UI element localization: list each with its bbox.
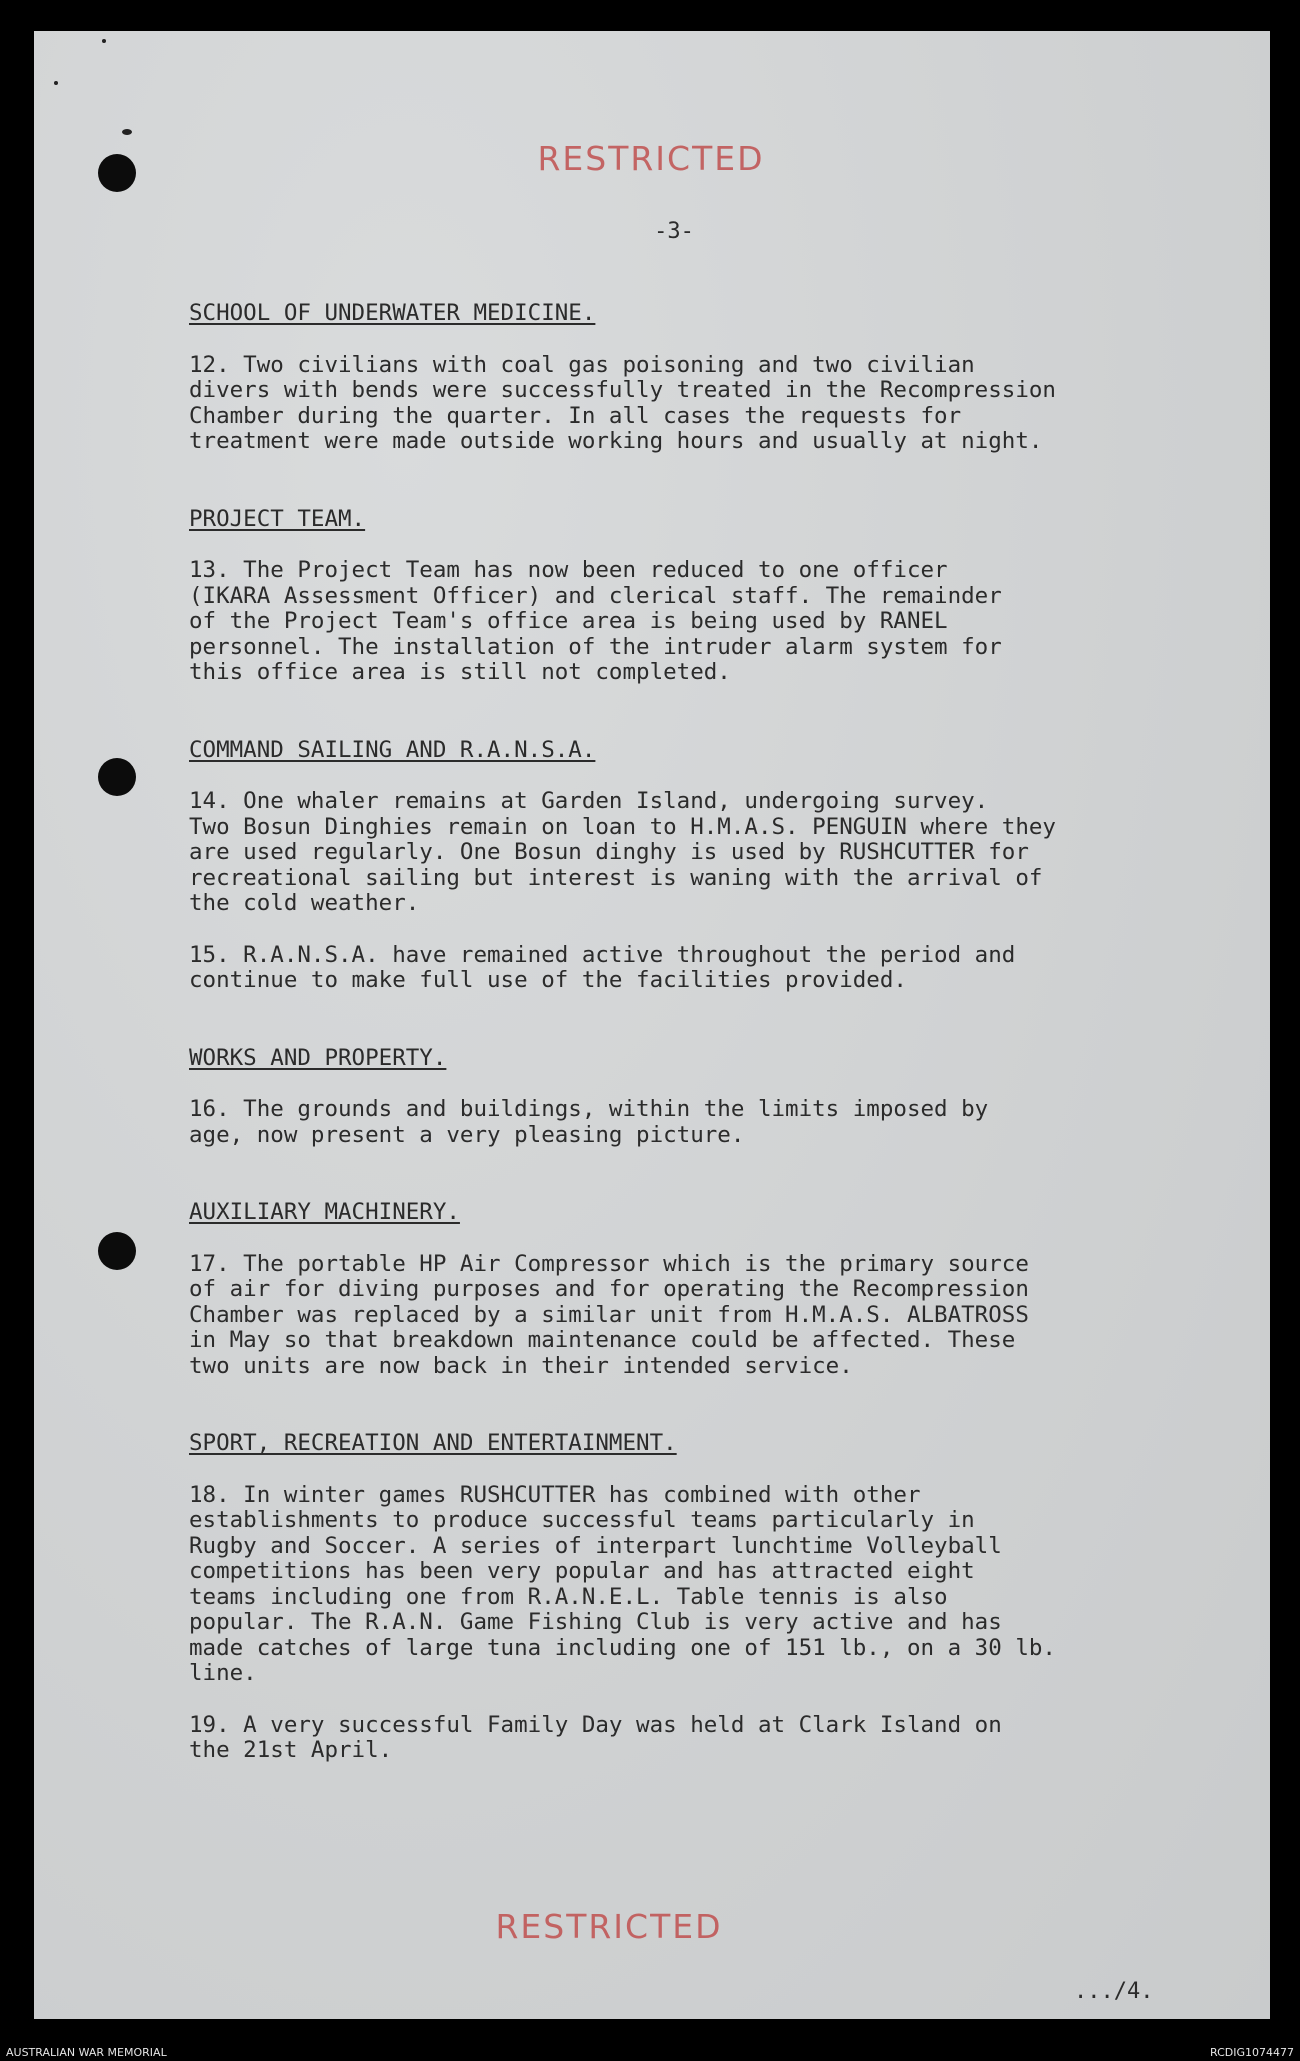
punch-hole bbox=[98, 758, 136, 796]
archive-credit: AUSTRALIAN WAR MEMORIAL bbox=[6, 2046, 167, 2059]
paragraph: 19. A very successful Family Day was held at Clark Island on the 21st April. bbox=[189, 1711, 1002, 1763]
section bbox=[189, 1431, 1189, 1764]
paragraph: 14. One whaler remains at Garden Island, undergoing survey. Two Bosun Dinghies remain on loan to H.M.A.S. PENGUIN where they are used regularly. One Bosun dinghy is used by RUSHCUTTER for recreational sailing but interest is waning with the arrival of the cold weather. bbox=[189, 788, 1056, 916]
section-heading: AUXILIARY MACHINERY. bbox=[189, 1199, 460, 1225]
page-number: -3- bbox=[654, 219, 694, 244]
paragraph: 15. R.A.N.S.A. have remained active throughout the period and continue to make full use of the facilities provided. bbox=[189, 941, 1016, 993]
continuation-marker: .../4. bbox=[1074, 1979, 1154, 2004]
section-heading: PROJECT TEAM. bbox=[189, 505, 366, 532]
document-body bbox=[189, 301, 1189, 1764]
section-heading: WORKS AND PROPERTY. bbox=[189, 1044, 447, 1071]
section bbox=[189, 738, 1189, 994]
section bbox=[189, 1046, 1189, 1149]
paragraph: 13. The Project Team has now been reduced to one officer (IKARA Assessment Officer) and clerical staff. The remainder of the Project Team's office area is being used by RANEL personnel. The installation of the intruder alarm system for this office area is still not completed. bbox=[189, 557, 1002, 685]
archive-id: RCDIG1074477 bbox=[1209, 2046, 1294, 2059]
document-page bbox=[34, 31, 1270, 2019]
paragraph: 17. The portable HP Air Compressor which is the primary source of air for diving purposes and for operating the Recompression Chamber was replaced by a similar unit from H.M.A.S. ALBATROSS in May so that breakdown maintenance could be affected. These two units are now back in their intended service. bbox=[189, 1250, 1029, 1379]
section bbox=[189, 507, 1189, 686]
section bbox=[189, 301, 1189, 455]
restricted-stamp-top: RESTRICTED bbox=[537, 139, 765, 178]
paragraph: 16. The grounds and buildings, within the limits imposed by age, now present a very pleasing picture. bbox=[189, 1096, 989, 1148]
paragraph: 18. In winter games RUSHCUTTER has combined with other establishments to produce successful teams particularly in Rugby and Soccer. A series of interpart lunchtime Volleyball competitions has been very popular and has attracted eight teams including one from R.A.N.E.L. Table tennis is also popular. The R.A.N. Game Fishing Club is very active and has made catches of large tuna including one of 151 lb., on a 30 lb. line. bbox=[189, 1481, 1056, 1686]
section-heading: SCHOOL OF UNDERWATER MEDICINE. bbox=[189, 300, 596, 326]
punch-hole bbox=[98, 1232, 136, 1270]
section bbox=[189, 1200, 1189, 1379]
paragraph: 12. Two civilians with coal gas poisoning and two civilian divers with bends were successfully treated in the Recompression Chamber during the quarter. In all cases the requests for treatment were made outside working hours and usually at night. bbox=[189, 351, 1056, 454]
section-heading: SPORT, RECREATION AND ENTERTAINMENT. bbox=[189, 1430, 677, 1456]
restricted-stamp-bottom: RESTRICTED bbox=[495, 1907, 723, 1946]
section-heading: COMMAND SAILING AND R.A.N.S.A. bbox=[189, 736, 596, 763]
